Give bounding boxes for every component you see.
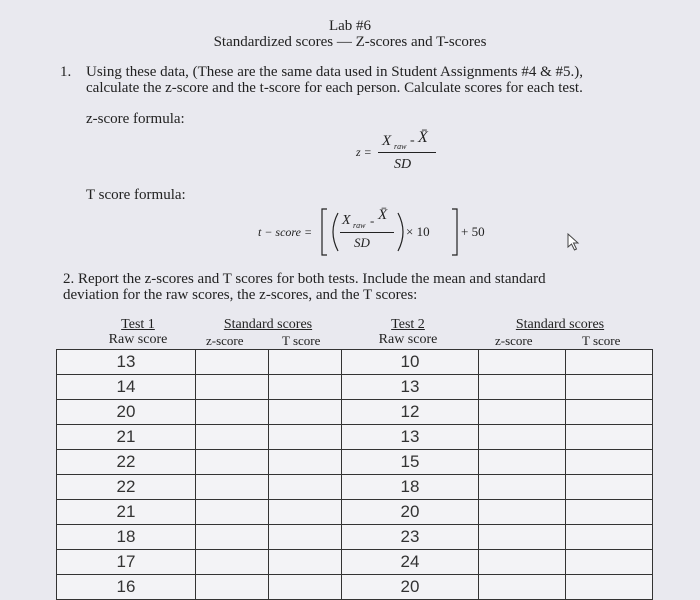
- table-row: [57, 525, 653, 550]
- t-score-cell[interactable]: [566, 400, 653, 425]
- t-score-cell[interactable]: [566, 475, 653, 500]
- z-score-cell[interactable]: [196, 375, 269, 400]
- z-score-cell[interactable]: [479, 500, 566, 525]
- test1-raw-cell: 13: [57, 350, 196, 375]
- scores-table: [56, 349, 653, 600]
- z-numerator-x: X: [382, 133, 392, 149]
- mouse-cursor-icon: [567, 233, 581, 251]
- t-score-cell[interactable]: [566, 350, 653, 375]
- test1-subheader: Raw score: [108, 332, 168, 347]
- t-xbar: X̄: [378, 207, 388, 223]
- t-score-cell[interactable]: [566, 575, 653, 600]
- test2-raw-cell: 18: [342, 475, 479, 500]
- test2-raw-cell: 10: [342, 350, 479, 375]
- table-row: [57, 350, 653, 375]
- question2-line2: deviation for the raw scores, the z-scores, and the T scores:: [63, 287, 418, 303]
- test2-raw-cell: 20: [342, 500, 479, 525]
- t-lhs: t − score =: [258, 225, 313, 239]
- t-score-cell[interactable]: [269, 375, 342, 400]
- std1-t-header: T score: [282, 333, 321, 348]
- z-score-cell[interactable]: [479, 375, 566, 400]
- std2-header: Standard scores: [515, 317, 605, 332]
- test2-subheader: Raw score: [378, 332, 438, 347]
- std1-z-header: z-score: [206, 333, 244, 348]
- t-formula-label: T score formula:: [86, 187, 186, 203]
- question1-line1: Using these data, (These are the same data used in Student Assignments #4 & #5.),: [86, 64, 583, 80]
- z-fraction-bar: [378, 152, 436, 153]
- t-score-cell[interactable]: [566, 500, 653, 525]
- z-score-cell[interactable]: [479, 400, 566, 425]
- test1-raw-cell: 21: [57, 500, 196, 525]
- std1-header: Standard scores: [223, 317, 313, 332]
- t-score-cell[interactable]: [269, 425, 342, 450]
- table-row: [57, 475, 653, 500]
- t-score-cell[interactable]: [566, 550, 653, 575]
- t-score-cell[interactable]: [566, 375, 653, 400]
- table-row: [57, 550, 653, 575]
- test2-raw-cell: 13: [342, 425, 479, 450]
- test1-raw-cell: 20: [57, 400, 196, 425]
- z-score-cell[interactable]: [479, 550, 566, 575]
- test1-raw-cell: 22: [57, 450, 196, 475]
- z-minus: -: [410, 133, 415, 148]
- table-row: [57, 500, 653, 525]
- z-score-cell[interactable]: [479, 475, 566, 500]
- z-score-cell[interactable]: [479, 425, 566, 450]
- z-score-cell[interactable]: [196, 500, 269, 525]
- z-xbar: X̄: [418, 129, 428, 146]
- t-score-cell[interactable]: [269, 525, 342, 550]
- z-score-cell[interactable]: [196, 350, 269, 375]
- test1-header: Test 1: [121, 317, 155, 332]
- z-score-cell[interactable]: [479, 525, 566, 550]
- lab-subtitle: Standardized scores — Z-scores and T-scores: [213, 34, 487, 50]
- test2-raw-cell: 12: [342, 400, 479, 425]
- question1-number: 1.: [60, 64, 72, 80]
- z-score-cell[interactable]: [479, 350, 566, 375]
- t-numerator-sub: raw: [353, 221, 366, 230]
- t-numerator-x: X: [342, 213, 351, 228]
- t-score-cell[interactable]: [269, 500, 342, 525]
- t-score-cell[interactable]: [566, 525, 653, 550]
- z-lhs: z =: [356, 145, 372, 159]
- t-minus: -: [370, 213, 375, 228]
- z-formula-label: z-score formula:: [86, 111, 185, 127]
- z-denominator: SD: [394, 157, 412, 172]
- t-plus-fifty: + 50: [461, 224, 485, 239]
- table-row: [57, 375, 653, 400]
- lab-title: Lab #6: [328, 18, 372, 34]
- test1-raw-cell: 18: [57, 525, 196, 550]
- t-score-formula: [258, 205, 498, 259]
- t-fraction-bar: [340, 232, 394, 233]
- t-score-cell[interactable]: [269, 575, 342, 600]
- z-score-cell[interactable]: [196, 425, 269, 450]
- z-score-cell[interactable]: [479, 450, 566, 475]
- test1-raw-cell: 22: [57, 475, 196, 500]
- z-score-cell[interactable]: [196, 475, 269, 500]
- table-row: [57, 450, 653, 475]
- t-score-cell[interactable]: [269, 400, 342, 425]
- t-score-cell[interactable]: [269, 475, 342, 500]
- t-score-cell[interactable]: [566, 425, 653, 450]
- test1-raw-cell: 21: [57, 425, 196, 450]
- test1-raw-cell: 14: [57, 375, 196, 400]
- t-score-cell[interactable]: [566, 450, 653, 475]
- z-numerator-sub: raw: [394, 142, 407, 151]
- test2-raw-cell: 23: [342, 525, 479, 550]
- test2-header: Test 2: [391, 317, 425, 332]
- std2-t-header: T score: [582, 333, 621, 348]
- z-score-cell[interactable]: [196, 550, 269, 575]
- test1-raw-cell: 17: [57, 550, 196, 575]
- table-row: [57, 400, 653, 425]
- t-denominator: SD: [354, 235, 370, 250]
- test1-raw-cell: 16: [57, 575, 196, 600]
- std2-z-header: z-score: [495, 333, 533, 348]
- question1-line2: calculate the z-score and the t-score for each person. Calculate scores for each test.: [86, 80, 583, 96]
- t-score-cell[interactable]: [269, 450, 342, 475]
- z-score-cell[interactable]: [196, 575, 269, 600]
- z-score-cell[interactable]: [196, 450, 269, 475]
- test2-raw-cell: 20: [342, 575, 479, 600]
- t-score-cell[interactable]: [269, 350, 342, 375]
- z-score-formula: [352, 129, 452, 179]
- z-score-cell[interactable]: [479, 575, 566, 600]
- test2-raw-cell: 15: [342, 450, 479, 475]
- z-score-cell[interactable]: [196, 525, 269, 550]
- t-times-ten: × 10: [406, 224, 430, 239]
- table-row: [57, 425, 653, 450]
- z-score-cell[interactable]: [196, 400, 269, 425]
- question2-line1: 2. Report the z-scores and T scores for both tests. Include the mean and standard: [63, 271, 546, 287]
- test2-raw-cell: 24: [342, 550, 479, 575]
- table-row: [57, 575, 653, 600]
- t-score-cell[interactable]: [269, 550, 342, 575]
- test2-raw-cell: 13: [342, 375, 479, 400]
